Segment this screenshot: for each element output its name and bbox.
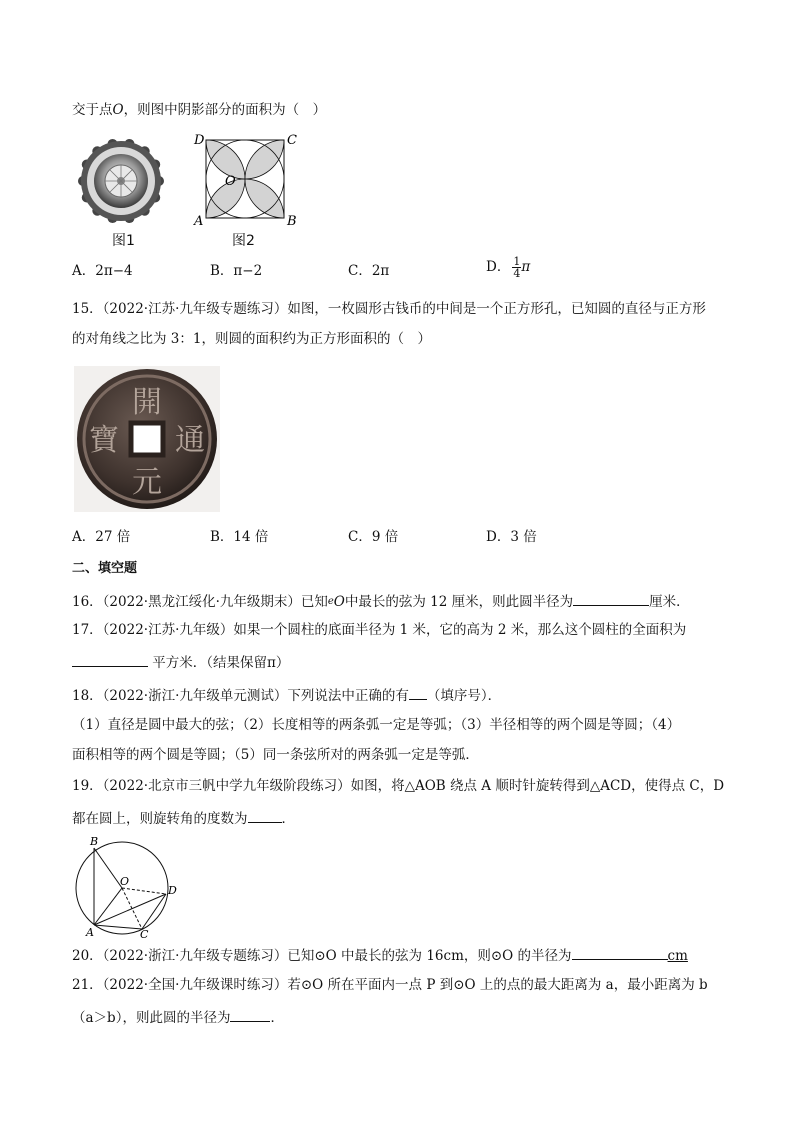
- fig2-label-d: D: [194, 133, 205, 148]
- q19-answer-blank[interactable]: [248, 808, 282, 823]
- q14-option-c[interactable]: C．2π: [348, 263, 390, 279]
- q19-fig-label-o: O: [120, 875, 130, 888]
- q15-option-d[interactable]: D．3 倍: [486, 529, 537, 545]
- q19-line2-pre: 都在圆上，则旋转角的度数为: [72, 811, 248, 827]
- q20-answer-blank[interactable]: [572, 945, 668, 960]
- q19-line2: [72, 808, 295, 828]
- q14-stem-rest: ，则图中阴影部分的面积为（ ）: [123, 102, 327, 118]
- q20-unit: cm: [667, 948, 688, 964]
- q16-answer-blank[interactable]: [573, 591, 649, 606]
- q14-option-d-prefix: D．: [486, 259, 511, 275]
- q20-pre: 20．（2022·浙江·九年级专题练习）已知⊙O 中最长的弦为 16cm，则⊙O 的半径为: [72, 948, 572, 964]
- q19-line1: 19．（2022·北京市三帆中学九年级阶段练习）如图，将△AOB 绕点 A 顺时针旋转得到△ACD，使得点 C，D: [72, 778, 725, 794]
- q21-line1: 21．（2022·全国·九年级课时练习）若⊙O 所在平面内一点 P 到⊙O 上的点的最大距离为 a，最小距离为 b: [72, 977, 708, 993]
- section-heading-fill-in: 二、填空题: [72, 561, 138, 576]
- q21-line2: [72, 1007, 284, 1027]
- q14-stem: [72, 101, 326, 119]
- q14-figure2-square: [190, 130, 300, 228]
- q14-option-d[interactable]: [486, 256, 530, 279]
- q16-circle-o: O: [333, 594, 345, 610]
- q17-line2-post: 平方米．（结果保留π）: [148, 655, 290, 671]
- q14-stem-text: 交于点: [72, 102, 113, 118]
- q16-circle-symbol: e: [327, 596, 334, 607]
- fig2-label-b: B: [287, 214, 297, 228]
- q21-line2-post: ．: [270, 1010, 284, 1026]
- q14-option-a[interactable]: A．2π−4: [72, 263, 133, 279]
- q16-pre: 16．（2022·黑龙江绥化·九年级期末）已知: [72, 594, 328, 610]
- fig2-label-o: O: [225, 174, 236, 189]
- q18-post: （填序号）．: [426, 688, 502, 704]
- q17-line2: [72, 652, 289, 672]
- q16: [72, 591, 690, 611]
- q14-option-d-pi: π: [521, 259, 531, 275]
- fraction-numerator: 1: [513, 255, 521, 268]
- fig2-label-c: C: [287, 133, 297, 148]
- q14-fig2-label: 图2: [232, 233, 255, 249]
- q15-line1: 15．（2022·江苏·九年级专题练习）如图，一枚圆形古钱币的中间是一个正方形孔，已知圆的直径与正方形: [72, 301, 706, 317]
- q19-circle-figure: [68, 834, 180, 938]
- q20: [72, 945, 688, 965]
- q19-fig-label-c: C: [140, 928, 149, 938]
- q15-option-b[interactable]: B．14 倍: [210, 529, 269, 545]
- q19-line2-post: ．: [281, 811, 295, 827]
- q14-option-d-fraction: [512, 256, 521, 279]
- q14-point-o: O: [112, 102, 124, 118]
- fig2-label-a: A: [194, 214, 204, 228]
- q18-answer-blank[interactable]: [409, 685, 427, 700]
- q15-line2: 的对角线之比为 3：1，则圆的面积约为正方形面积的（ ）: [72, 331, 431, 347]
- q15-option-a[interactable]: A．27 倍: [72, 529, 131, 545]
- q21-line2-pre: （a＞b），则此圆的半径为: [72, 1010, 231, 1026]
- q18-line3: 面积相等的两个圆是等圆；（5）同一条弦所对的两条弧一定是等弧．: [72, 747, 479, 763]
- q21-answer-blank[interactable]: [230, 1007, 270, 1022]
- q14-fig1-label: 图1: [112, 233, 135, 249]
- q19-fig-label-d: D: [168, 884, 177, 897]
- coin-char-left: 寶: [89, 423, 119, 458]
- q16-post: 厘米．: [649, 594, 690, 610]
- fraction-denominator: 4: [513, 267, 521, 280]
- q19-fig-label-a: A: [86, 926, 94, 938]
- q18-line1: [72, 685, 501, 705]
- q14-option-b[interactable]: B．π−2: [210, 263, 263, 279]
- q19-fig-label-b: B: [90, 835, 99, 848]
- q18-line2: （1）直径是圆中最大的弦；（2）长度相等的两条弧一定是等弧；（3）半径相等的两个圆是等圆；（4）: [72, 717, 681, 733]
- q16-mid: 中最长的弦为 12 厘米，则此圆半径为: [344, 594, 574, 610]
- q15-option-c[interactable]: C．9 倍: [348, 529, 399, 545]
- q14-figure1-coin: [78, 138, 164, 224]
- coin-char-top: 開: [132, 385, 162, 420]
- q15-ancient-coin-image: [74, 366, 220, 512]
- q18-pre: 18．（2022·浙江·九年级单元测试）下列说法中正确的有: [72, 688, 409, 704]
- q17-line1: 17．（2022·江苏·九年级）如果一个圆柱的底面半径为 1 米，它的高为 2 米，那么这个圆柱的全面积为: [72, 622, 687, 638]
- q17-answer-blank[interactable]: [72, 652, 148, 667]
- coin-char-bottom: 元: [132, 465, 162, 500]
- coin-char-right: 通: [175, 423, 205, 458]
